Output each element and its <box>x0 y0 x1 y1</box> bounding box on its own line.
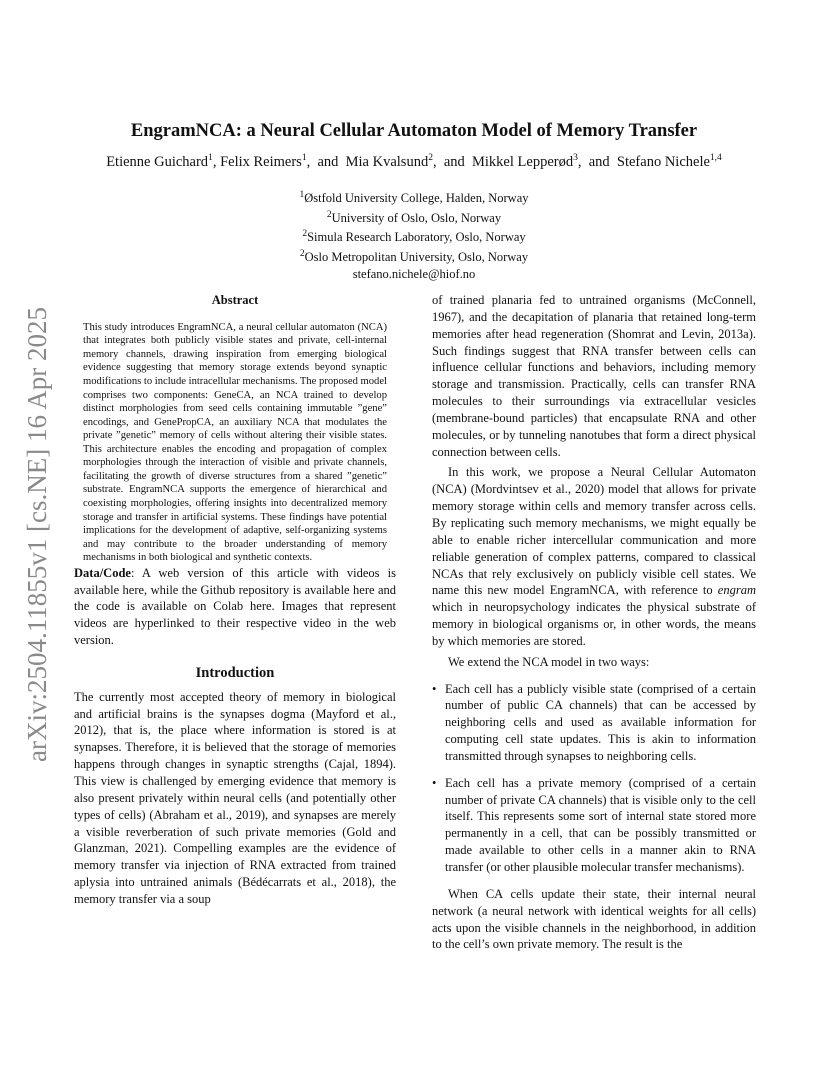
affiliation <box>0 246 828 266</box>
bullet-icon: • <box>432 681 437 696</box>
author-name: Etienne Guichard <box>106 153 209 170</box>
affiliation-mark: 2 <box>302 229 308 240</box>
author-list <box>0 153 828 171</box>
data-code-paragraph <box>74 565 396 649</box>
list-item <box>432 775 756 876</box>
body-paragraph: of trained planaria fed to untrained organisms (McConnell, 1967), and the decapitation of planaria that retained long-term memories after head regeneration (Shomrat and Levin, 2013a). Such findings suggest that RNA transfer between cells can influence cellular functions and behaviors, including memory storage and transmission. Practically, cells can transfer RNA molecules to their surroundings via extracellular vesicles (membrane-bound particles) that encapsulate RNA and other molecules, or by tunneling nanotubes that form a direct physical connection between cells. <box>432 293 756 459</box>
affiliation-text: Østfold University College, Halden, Norway <box>304 191 529 206</box>
paragraph-text: which in neuropsychology indicates the physical substrate of memory in biological organisms or, in other words, the means by which memories are stored. <box>432 600 756 648</box>
abstract-heading: Abstract <box>211 293 259 307</box>
arxiv-stamp: arXiv:2504.11855v1 [cs.NE] 16 Apr 2025 <box>22 307 52 763</box>
author-name: Mikkel Lepperød <box>472 153 574 170</box>
author-separator: , and <box>577 153 617 170</box>
emphasized-term: engram <box>717 583 756 598</box>
affiliation-text: University of Oslo, Oslo, Norway <box>331 210 502 225</box>
author-name: Stefano Nichele <box>616 153 710 170</box>
affiliation-mark: 2 <box>326 209 332 220</box>
list-item-text: Each cell has a private memory (comprised of a certain number of private CA channels) that is visible only to the cell itself. This represents some sort of internal state stored more permanently in a cell, that can be possibly transmitted or made available to other cells in a manner akin to RNA transfer (or other plausible molecular transfer mechanisms). <box>445 775 756 874</box>
author-separator: , <box>212 153 221 170</box>
author-name: Felix Reimers <box>220 153 302 170</box>
bullet-list <box>432 681 756 876</box>
affiliation <box>0 207 828 227</box>
author-affiliation-mark: 1,4 <box>709 153 722 163</box>
right-column <box>432 292 756 953</box>
author-affiliation-mark: 1 <box>301 153 307 163</box>
data-code-label: Data/Code <box>74 565 131 580</box>
affiliation <box>0 226 828 246</box>
contact-email <box>0 266 828 283</box>
list-item <box>432 681 756 765</box>
list-item-text: Each cell has a publicly visible state (comprised of a certain number of public CA channels) that can be accessed by neighboring cells and used as available information for computing cell state updates. This is akin to information transmitted through synapses to neighboring cells. <box>445 681 756 763</box>
email-text: stefano.nichele@hiof.no <box>352 266 476 281</box>
author-separator: , and <box>432 153 473 170</box>
author-affiliation-mark: 2 <box>428 153 433 163</box>
introduction-heading: Introduction <box>195 664 275 681</box>
introduction-paragraph: The currently most accepted theory of memory in biological and artificial brains is the synapses dogma (Mayford et al., 2012), that is, the place where information is stored is at synapses. Therefore, it is believed that the storage of memories happens through changes in synaptic strengths (Cajal, 1894). This view is challenged by emerging evidence that memory is also present privately within neural cells (and potentially other types of cells) (Abraham et al., 2019), and synapses are merely a visible reverberation of such private memories (Gold and Glanzman, 2021). Compelling examples are the evidence of memory transfer via injection of RNA extracted from trained aplysia into untrained animals (Bédécarrats et al., 2018), the memory transfer via a soup <box>74 689 396 906</box>
affiliation-mark: 2 <box>299 248 305 259</box>
author-affiliation-mark: 1 <box>208 153 213 163</box>
author-name: Mia Kvalsund <box>345 153 429 170</box>
data-code-text: : A web version of this article with videos is available here, while the Github repository is available here and the code is available on Colab here. Images that represent videos are hyperlinked to their respective video in the web version. <box>74 565 396 648</box>
affiliation-text: Simula Research Laboratory, Oslo, Norway <box>307 230 526 245</box>
paper-title: EngramNCA: a Neural Cellular Automaton Model of Memory Transfer <box>130 121 698 141</box>
bullet-icon: • <box>432 775 437 790</box>
affiliation-text: Oslo Metropolitan University, Oslo, Norway <box>304 250 529 265</box>
affiliation-list <box>0 187 828 282</box>
abstract-text: This study introduces EngramNCA, a neural cellular automaton (NCA) that integrates both publicly visible states and private, cell-internal memory channels, drawing inspiration from emerging biological evidence suggesting that memory storage extends beyond synaptic modifications to include intracellular mechanisms. The proposed model comprises two components: GeneCA, an NCA trained to develop distinct morphologies from seed cells containing immutable ”gene” encodings, and GenePropCA, an auxiliary NCA that modulates the private ”genetic” memory of cells without altering their visible states. This architecture enables the encoding and propagation of complex morphologies through the interaction of visible and private channels, facilitating the growth of diverse structures from a shared ”genetic” substrate. EngramNCA supports the emergence of hierarchical and coexisting morphologies, offering insights into decentralized memory storage and transfer in artificial systems. These findings have potential implications for the development of adaptive, self-organizing systems and may contribute to the broader understanding of memory mechanisms in both biological and synthetic contexts. <box>83 321 388 564</box>
body-paragraph: When CA cells update their state, their internal neural network (a neural network with identical weights for all cells) acts upon the visible channels in the neighborhood, in addition to the cell’s own private memory. The result is the <box>432 886 756 952</box>
affiliation <box>0 187 828 207</box>
body-paragraph: We extend the NCA model in two ways: <box>448 654 650 669</box>
affiliation-mark: 1 <box>299 190 305 200</box>
paragraph-text: In this work, we propose a Neural Cellular Automaton (NCA) (Mordvintsev et al., 2020) model that allows for private memory storage within cells and memory transfer across cells. By replicating such memory mechanisms, we might equally be able to enable richer intercellular communication and more reliable generation of complex patterns, compared to classical NCAs that rely exclusively on publicly visible cell states. We name this new model EngramNCA, with reference to <box>432 465 756 598</box>
body-paragraph <box>432 464 756 649</box>
author-affiliation-mark: 3 <box>573 153 578 163</box>
left-column <box>74 292 396 908</box>
author-separator: , and <box>306 153 346 170</box>
